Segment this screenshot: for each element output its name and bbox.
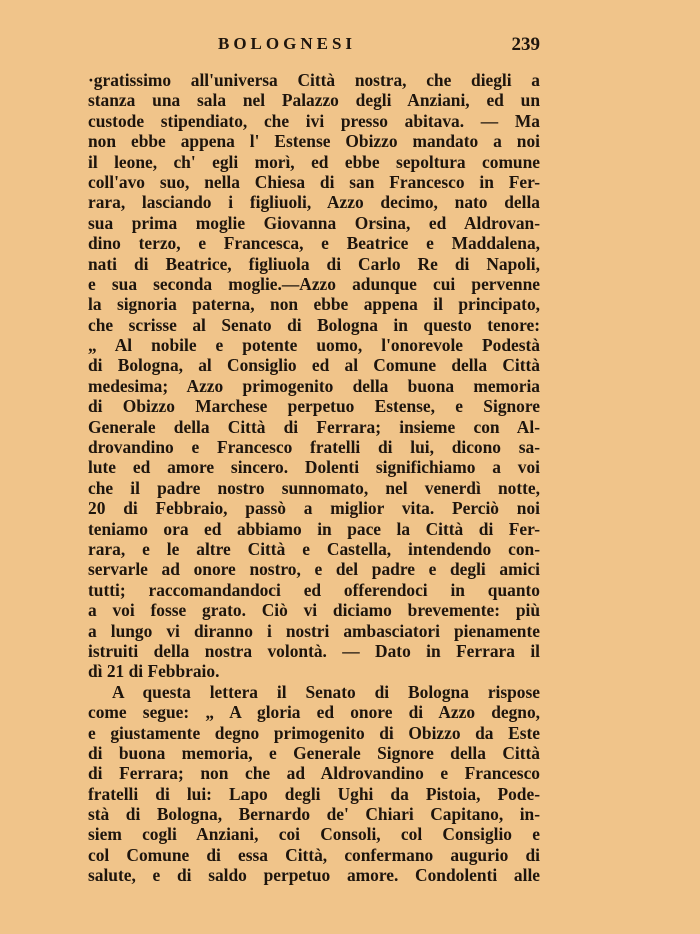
text-line: stà di Bologna, Bernardo de' Chiari Capitano, in-: [88, 804, 540, 825]
text-line: medesima; Azzo primogenito della buona memoria: [88, 375, 540, 396]
text-line: di Obizzo Marchese perpetuo Estense, e Signore: [88, 396, 540, 417]
text-line: servarle ad onore nostro, e del padre e degli amici: [88, 559, 540, 580]
text-line: Generale della Città di Ferrara; insieme con Al-: [88, 416, 540, 437]
text-line: e sua seconda moglie.—Azzo adunque cui pervenne: [88, 273, 540, 294]
text-line: a lungo vi diranno i nostri ambasciatori pienamente: [88, 620, 540, 641]
text-line: non ebbe appena l' Estense Obizzo mandato a noi: [88, 131, 540, 152]
text-line: 20 di Febbraio, passò a miglior vita. Perciò noi: [88, 498, 540, 519]
text-line: drovandino e Francesco fratelli di lui, dicono sa-: [88, 437, 540, 458]
page-header: [90, 34, 540, 58]
running-title: BOLOGNESI: [218, 34, 357, 53]
text-line: istruiti della nostra volontà. — Dato in Ferrara il: [88, 640, 540, 661]
text-line: il leone, ch' egli morì, ed ebbe sepoltura comune: [88, 151, 540, 172]
text-line: custode stipendiato, che ivi presso abitava. — Ma: [88, 110, 540, 131]
text-line: siem cogli Anziani, coi Consoli, col Consiglio e: [88, 824, 540, 845]
text-line: a voi fosse grato. Ciò vi diciamo brevemente: più: [88, 600, 540, 621]
text-line: teniamo ora ed abbiamo in pace la Città di Fer-: [88, 518, 540, 539]
body-text: [88, 70, 540, 886]
text-line: che il padre nostro sunnomato, nel venerdì notte,: [88, 477, 540, 498]
text-line: „ Al nobile e potente uomo, l'onorevole Podestà: [88, 335, 540, 356]
text-line: stanza una sala nel Palazzo degli Anziani, ed un: [88, 90, 540, 111]
text-line: rara, lasciando i figliuoli, Azzo decimo, nato della: [88, 192, 540, 213]
text-line: la signoria paterna, non ebbe appena il principato,: [88, 294, 540, 315]
text-line: dì 21 di Febbraio.: [88, 661, 220, 682]
text-line: nati di Beatrice, figliuola di Carlo Re di Napoli,: [88, 253, 540, 274]
text-line: salute, e di saldo perpetuo amore. Condolenti alle: [88, 865, 540, 886]
text-line: di Bologna, al Consiglio ed al Comune della Città: [88, 355, 540, 376]
text-line: ·gratissimo all'universa Città nostra, che diegli a: [88, 70, 540, 90]
text-line: rara, e le altre Città e Castella, intendendo con-: [88, 538, 540, 559]
page-number: 239: [511, 34, 540, 55]
text-line: sua prima moglie Giovanna Orsina, ed Aldrovan-: [88, 212, 540, 233]
text-line: e giustamente degno primogenito di Obizzo da Este: [88, 722, 540, 743]
text-line: che scrisse al Senato di Bologna in questo tenore:: [88, 314, 540, 335]
text-line: coll'avo suo, nella Chiesa di san Francesco in Fer-: [88, 171, 540, 192]
text-line: fratelli di lui: Lapo degli Ughi da Pistoia, Pode-: [88, 783, 540, 804]
text-line: di Ferrara; non che ad Aldrovandino e Francesco: [88, 763, 540, 784]
text-line: come segue: „ A gloria ed onore di Azzo degno,: [88, 702, 540, 723]
text-line: col Comune di essa Città, confermano augurio di: [88, 844, 540, 865]
text-line: tutti; raccomandandoci ed offerendoci in quanto: [88, 579, 540, 600]
text-line: A questa lettera il Senato di Bologna rispose: [112, 681, 540, 702]
text-line: lute ed amore sincero. Dolenti significhiamo a voi: [88, 457, 540, 478]
text-line: dino terzo, e Francesca, e Beatrice e Maddalena,: [88, 233, 540, 254]
text-line: di buona memoria, e Generale Signore della Città: [88, 742, 540, 763]
